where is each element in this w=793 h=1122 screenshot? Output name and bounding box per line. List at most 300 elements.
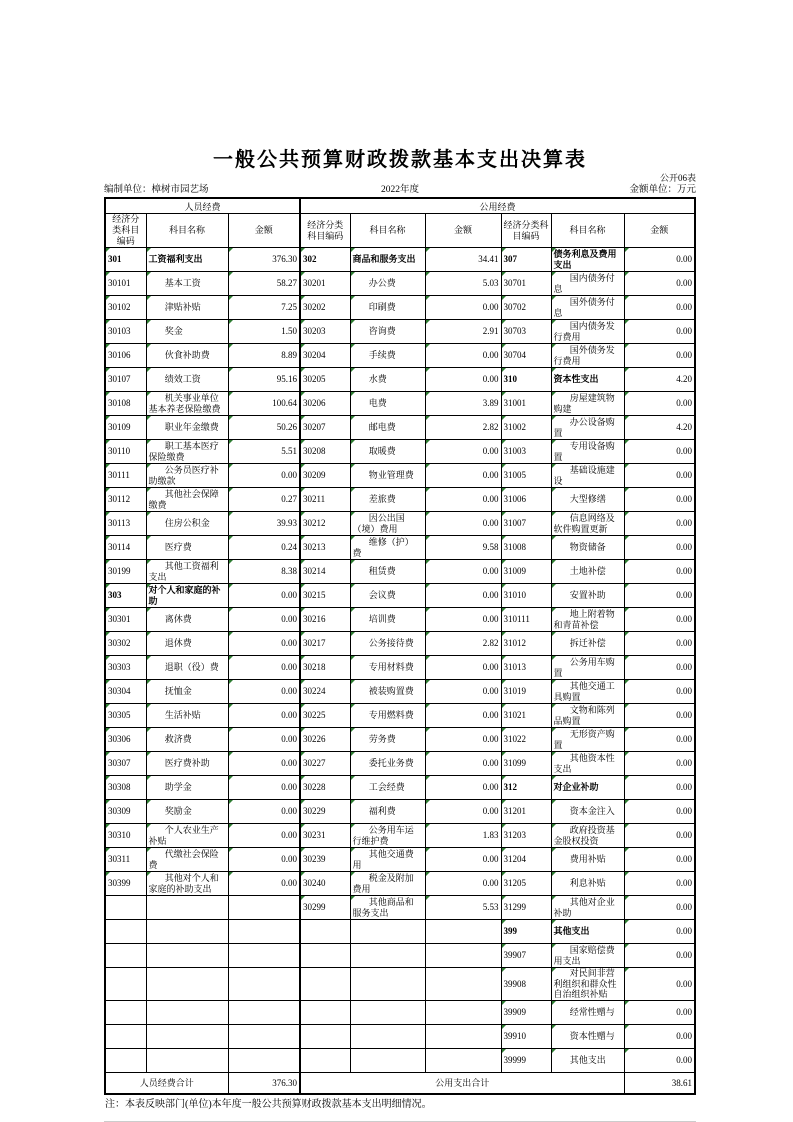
- code-cell: 312: [501, 776, 551, 800]
- table-row: [105, 1000, 695, 1024]
- code-cell: 39908: [501, 968, 551, 1001]
- subject-name-cell: 奖励金: [146, 800, 228, 824]
- code-cell: 30305: [105, 704, 146, 728]
- column-header: 金额: [425, 214, 501, 248]
- group-header-row: [105, 198, 695, 214]
- code-cell: 30113: [105, 512, 146, 536]
- code-cell: 31299: [501, 896, 551, 920]
- code-cell: 30201: [300, 272, 350, 296]
- amount-cell: 0.00: [624, 776, 695, 800]
- amount-cell: 2.82: [425, 632, 501, 656]
- amount-cell: 0.00: [624, 1000, 695, 1024]
- subject-name-cell: 其他支出: [551, 1048, 624, 1072]
- public-total-label: 公用支出合计: [300, 1072, 624, 1094]
- table-row: [105, 968, 695, 1001]
- subject-name-cell: 培训费: [350, 608, 425, 632]
- table-row: [105, 728, 695, 752]
- code-cell: 30205: [300, 368, 350, 392]
- amount-cell: [425, 1000, 501, 1024]
- amount-cell: 376.30: [228, 248, 300, 272]
- subject-name-cell: 住房公积金: [146, 512, 228, 536]
- code-cell: 30209: [300, 464, 350, 488]
- subject-name-cell: [350, 944, 425, 968]
- amount-cell: 8.38: [228, 560, 300, 584]
- subject-name-cell: 其他对个人和家庭的补助支出: [146, 872, 228, 896]
- amount-cell: 0.00: [624, 536, 695, 560]
- amount-cell: 0.00: [624, 728, 695, 752]
- table-row: [105, 416, 695, 440]
- code-cell: 30304: [105, 680, 146, 704]
- table-row: [105, 656, 695, 680]
- amount-cell: 0.00: [425, 800, 501, 824]
- fiscal-year: 2022年度: [380, 185, 419, 195]
- amount-cell: 0.00: [228, 656, 300, 680]
- amount-cell: 0.00: [425, 368, 501, 392]
- page-title: 一般公共预算财政拨款基本支出决算表: [213, 149, 587, 171]
- subject-name-cell: 医疗费: [146, 536, 228, 560]
- code-cell: 30110: [105, 440, 146, 464]
- subject-name-cell: 退休费: [146, 632, 228, 656]
- code-cell: [105, 1048, 146, 1072]
- code-cell: [300, 1000, 350, 1024]
- subject-name-cell: 安置补助: [551, 584, 624, 608]
- amount-cell: 0.24: [228, 536, 300, 560]
- subject-name-cell: 咨询费: [350, 320, 425, 344]
- code-cell: 30301: [105, 608, 146, 632]
- subject-name-cell: 公务用车购置: [551, 656, 624, 680]
- subject-name-cell: 国内债务发行费用: [551, 320, 624, 344]
- amount-cell: [228, 1048, 300, 1072]
- column-header: 金额: [228, 214, 300, 248]
- code-cell: 30225: [300, 704, 350, 728]
- amount-cell: 1.83: [425, 824, 501, 848]
- subject-name-cell: 专用燃料费: [350, 704, 425, 728]
- column-header: 金额: [624, 214, 695, 248]
- subject-name-cell: 其他商品和服务支出: [350, 896, 425, 920]
- amount-cell: 34.41: [425, 248, 501, 272]
- subject-name-cell: 无形资产购置: [551, 728, 624, 752]
- column-header: 科目名称: [350, 214, 425, 248]
- code-cell: 30106: [105, 344, 146, 368]
- column-header: 经济分类科目编码: [300, 214, 350, 248]
- amount-cell: 0.00: [425, 704, 501, 728]
- amount-cell: 0.00: [624, 488, 695, 512]
- subject-name-cell: 因公出国（境）费用: [350, 512, 425, 536]
- subject-name-cell: 费用补贴: [551, 848, 624, 872]
- amount-cell: 0.00: [624, 872, 695, 896]
- personnel-total-amount: 376.30: [228, 1072, 300, 1094]
- subject-name-cell: 专用材料费: [350, 656, 425, 680]
- table-row: [105, 1024, 695, 1048]
- amount-cell: 0.00: [624, 296, 695, 320]
- table-row: [105, 680, 695, 704]
- subject-name-cell: 物业管理费: [350, 464, 425, 488]
- code-cell: 30306: [105, 728, 146, 752]
- subject-name-cell: 工会经费: [350, 776, 425, 800]
- subject-name-cell: 其他交通费用: [350, 848, 425, 872]
- amount-cell: 0.00: [624, 440, 695, 464]
- subject-name-cell: [146, 1000, 228, 1024]
- code-cell: 39909: [501, 1000, 551, 1024]
- code-cell: 31008: [501, 536, 551, 560]
- amount-cell: 0.00: [624, 632, 695, 656]
- code-cell: 30231: [300, 824, 350, 848]
- amount-cell: 0.00: [425, 488, 501, 512]
- table-row: [105, 704, 695, 728]
- subject-name-cell: 土地补偿: [551, 560, 624, 584]
- subject-name-cell: [146, 896, 228, 920]
- subject-name-cell: 邮电费: [350, 416, 425, 440]
- code-cell: 30704: [501, 344, 551, 368]
- subject-name-cell: 资本性支出: [551, 368, 624, 392]
- amount-cell: 0.00: [624, 704, 695, 728]
- amount-cell: 2.82: [425, 416, 501, 440]
- code-cell: 30213: [300, 536, 350, 560]
- amount-cell: 0.00: [624, 680, 695, 704]
- subject-name-cell: 国外债务付息: [551, 296, 624, 320]
- subject-name-cell: [350, 1024, 425, 1048]
- subject-name-cell: 伙食补助费: [146, 344, 228, 368]
- subject-name-cell: 个人农业生产补贴: [146, 824, 228, 848]
- subject-name-cell: [146, 1048, 228, 1072]
- subject-name-cell: 资本性赠与: [551, 1024, 624, 1048]
- personnel-total-label: 人员经费合计: [105, 1072, 228, 1094]
- subject-name-cell: 公务员医疗补助缴款: [146, 464, 228, 488]
- table-row: [105, 560, 695, 584]
- table-row: [105, 872, 695, 896]
- amount-cell: [425, 968, 501, 1001]
- totals-row: [105, 1072, 695, 1094]
- code-cell: 30703: [501, 320, 551, 344]
- subject-name-cell: 其他支出: [551, 920, 624, 944]
- amount-cell: 0.00: [425, 440, 501, 464]
- code-cell: 30103: [105, 320, 146, 344]
- code-cell: 31009: [501, 560, 551, 584]
- subject-name-cell: 经常性赠与: [551, 1000, 624, 1024]
- code-cell: 30240: [300, 872, 350, 896]
- amount-cell: 0.00: [425, 680, 501, 704]
- amount-cell: 39.93: [228, 512, 300, 536]
- code-cell: 30112: [105, 488, 146, 512]
- code-cell: 31003: [501, 440, 551, 464]
- code-cell: 30108: [105, 392, 146, 416]
- code-cell: 30227: [300, 752, 350, 776]
- subject-name-cell: 政府投资基金股权投资: [551, 824, 624, 848]
- column-header-row: [105, 214, 695, 248]
- table-row: [105, 608, 695, 632]
- subject-name-cell: 救济费: [146, 728, 228, 752]
- subject-name-cell: [350, 1048, 425, 1072]
- table-row: [105, 848, 695, 872]
- subject-name-cell: 国家赔偿费用支出: [551, 944, 624, 968]
- amount-cell: 9.58: [425, 536, 501, 560]
- amount-cell: 5.53: [425, 896, 501, 920]
- code-cell: [300, 920, 350, 944]
- group-header-public: 公用经费: [300, 198, 695, 214]
- subject-name-cell: 基础设施建设: [551, 464, 624, 488]
- subject-name-cell: 生活补贴: [146, 704, 228, 728]
- subject-name-cell: 委托业务费: [350, 752, 425, 776]
- subject-name-cell: 信息网络及软件购置更新: [551, 512, 624, 536]
- amount-cell: 0.00: [624, 1048, 695, 1072]
- subject-name-cell: 津贴补贴: [146, 296, 228, 320]
- amount-cell: 0.00: [425, 296, 501, 320]
- table-row: [105, 392, 695, 416]
- code-cell: 30702: [501, 296, 551, 320]
- code-cell: 30224: [300, 680, 350, 704]
- subject-name-cell: 绩效工资: [146, 368, 228, 392]
- code-cell: 31204: [501, 848, 551, 872]
- code-cell: [105, 896, 146, 920]
- table-row: [105, 320, 695, 344]
- amount-cell: 5.03: [425, 272, 501, 296]
- amount-cell: 0.00: [624, 1024, 695, 1048]
- amount-unit: 金额单位：万元: [629, 185, 696, 195]
- subject-name-cell: 对民间非营利组织和群众性自治组织补贴: [551, 968, 624, 1001]
- amount-cell: 0.00: [624, 968, 695, 1001]
- code-cell: 30204: [300, 344, 350, 368]
- code-cell: 30203: [300, 320, 350, 344]
- code-cell: 31021: [501, 704, 551, 728]
- code-cell: 31019: [501, 680, 551, 704]
- code-cell: 30114: [105, 536, 146, 560]
- subject-name-cell: 抚恤金: [146, 680, 228, 704]
- code-cell: 30308: [105, 776, 146, 800]
- meta-row: [104, 184, 696, 197]
- table-row: [105, 464, 695, 488]
- code-cell: 30208: [300, 440, 350, 464]
- amount-cell: 0.00: [228, 584, 300, 608]
- amount-cell: 0.00: [425, 848, 501, 872]
- subject-name-cell: 大型修缮: [551, 488, 624, 512]
- code-cell: 30399: [105, 872, 146, 896]
- subject-name-cell: 电费: [350, 392, 425, 416]
- subject-name-cell: 国外债务发行费用: [551, 344, 624, 368]
- amount-cell: 100.64: [228, 392, 300, 416]
- code-cell: 302: [300, 248, 350, 272]
- amount-cell: 0.00: [624, 512, 695, 536]
- subject-name-cell: 奖金: [146, 320, 228, 344]
- code-cell: [105, 920, 146, 944]
- subject-name-cell: 国内债务付息: [551, 272, 624, 296]
- table-row: [105, 896, 695, 920]
- amount-cell: 0.00: [624, 848, 695, 872]
- table-row: [105, 368, 695, 392]
- code-cell: 31006: [501, 488, 551, 512]
- code-cell: 30307: [105, 752, 146, 776]
- code-cell: 30309: [105, 800, 146, 824]
- code-cell: 30102: [105, 296, 146, 320]
- code-cell: [300, 968, 350, 1001]
- subject-name-cell: 劳务费: [350, 728, 425, 752]
- code-cell: 30212: [300, 512, 350, 536]
- subject-name-cell: [146, 1024, 228, 1048]
- amount-cell: 5.51: [228, 440, 300, 464]
- code-cell: 30229: [300, 800, 350, 824]
- subject-name-cell: 其他交通工具购置: [551, 680, 624, 704]
- amount-cell: 50.26: [228, 416, 300, 440]
- subject-name-cell: 福利费: [350, 800, 425, 824]
- table-row: [105, 296, 695, 320]
- subject-name-cell: 医疗费补助: [146, 752, 228, 776]
- subject-name-cell: 工资福利支出: [146, 248, 228, 272]
- amount-cell: 2.91: [425, 320, 501, 344]
- code-cell: 30215: [300, 584, 350, 608]
- column-header: 经济分类科目编码: [105, 214, 146, 248]
- subject-name-cell: 利息补贴: [551, 872, 624, 896]
- amount-cell: 0.00: [228, 464, 300, 488]
- code-cell: 31012: [501, 632, 551, 656]
- table-row: [105, 272, 695, 296]
- subject-name-cell: 办公费: [350, 272, 425, 296]
- amount-cell: 0.00: [228, 872, 300, 896]
- amount-cell: 0.00: [425, 872, 501, 896]
- code-cell: 39999: [501, 1048, 551, 1072]
- code-cell: 30310: [105, 824, 146, 848]
- amount-cell: 0.00: [228, 680, 300, 704]
- table-row: [105, 944, 695, 968]
- subject-name-cell: 其他社会保障缴费: [146, 488, 228, 512]
- code-cell: 30107: [105, 368, 146, 392]
- subject-name-cell: 离休费: [146, 608, 228, 632]
- amount-cell: 0.00: [228, 848, 300, 872]
- code-cell: 30101: [105, 272, 146, 296]
- amount-cell: 0.00: [425, 344, 501, 368]
- amount-cell: 0.00: [624, 920, 695, 944]
- amount-cell: 0.00: [624, 824, 695, 848]
- subject-name-cell: 公务用车运行维护费: [350, 824, 425, 848]
- amount-cell: 0.00: [624, 584, 695, 608]
- code-cell: [105, 1024, 146, 1048]
- form-code: 公开06表: [659, 173, 696, 183]
- amount-cell: 0.00: [228, 704, 300, 728]
- code-cell: 30207: [300, 416, 350, 440]
- code-cell: 30299: [300, 896, 350, 920]
- code-cell: 30111: [105, 464, 146, 488]
- subject-name-cell: [350, 1000, 425, 1024]
- amount-cell: 3.89: [425, 392, 501, 416]
- code-cell: 31001: [501, 392, 551, 416]
- code-cell: [105, 968, 146, 1001]
- subject-name-cell: 物资储备: [551, 536, 624, 560]
- subject-name-cell: 其他对企业补助: [551, 896, 624, 920]
- subject-name-cell: 会议费: [350, 584, 425, 608]
- amount-cell: 0.00: [425, 464, 501, 488]
- subject-name-cell: 公务接待费: [350, 632, 425, 656]
- code-cell: 31099: [501, 752, 551, 776]
- subject-name-cell: [146, 968, 228, 1001]
- subject-name-cell: 差旅费: [350, 488, 425, 512]
- amount-cell: 0.00: [624, 320, 695, 344]
- code-cell: 30226: [300, 728, 350, 752]
- subject-name-cell: 被装购置费: [350, 680, 425, 704]
- subject-name-cell: [350, 968, 425, 1001]
- code-cell: 30218: [300, 656, 350, 680]
- table-row: [105, 632, 695, 656]
- amount-cell: 0.00: [624, 944, 695, 968]
- subject-name-cell: [146, 944, 228, 968]
- amount-cell: 0.00: [624, 464, 695, 488]
- table-row: [105, 440, 695, 464]
- amount-cell: 0.00: [624, 656, 695, 680]
- code-cell: 30303: [105, 656, 146, 680]
- amount-cell: 0.00: [624, 608, 695, 632]
- amount-cell: 0.00: [228, 728, 300, 752]
- public-total-amount: 38.61: [624, 1072, 695, 1094]
- code-cell: 399: [501, 920, 551, 944]
- amount-cell: [425, 920, 501, 944]
- code-cell: 30239: [300, 848, 350, 872]
- amount-cell: [228, 944, 300, 968]
- table-row: [105, 536, 695, 560]
- amount-cell: 4.20: [624, 368, 695, 392]
- expenditure-table: [104, 197, 696, 1095]
- amount-cell: 0.00: [624, 248, 695, 272]
- table-row: [105, 824, 695, 848]
- code-cell: [105, 944, 146, 968]
- code-cell: 31010: [501, 584, 551, 608]
- subject-name-cell: 债务利息及费用支出: [551, 248, 624, 272]
- subject-name-cell: [146, 920, 228, 944]
- amount-cell: 0.00: [624, 272, 695, 296]
- amount-cell: 7.25: [228, 296, 300, 320]
- subject-name-cell: [350, 920, 425, 944]
- subject-name-cell: 手续费: [350, 344, 425, 368]
- amount-cell: 0.00: [228, 776, 300, 800]
- subject-name-cell: 资本金注入: [551, 800, 624, 824]
- subject-name-cell: 税金及附加费用: [350, 872, 425, 896]
- subject-name-cell: 基本工资: [146, 272, 228, 296]
- code-cell: 310111: [501, 608, 551, 632]
- code-cell: 30199: [105, 560, 146, 584]
- subject-name-cell: 对企业补助: [551, 776, 624, 800]
- table-row: [105, 344, 695, 368]
- code-cell: 310: [501, 368, 551, 392]
- amount-cell: 0.00: [624, 344, 695, 368]
- subject-name-cell: 机关事业单位基本养老保险缴费: [146, 392, 228, 416]
- amount-cell: 8.89: [228, 344, 300, 368]
- amount-cell: 0.00: [228, 800, 300, 824]
- amount-cell: 0.00: [425, 608, 501, 632]
- table-row: [105, 488, 695, 512]
- subject-name-cell: 助学金: [146, 776, 228, 800]
- subject-name-cell: 代缴社会保险费: [146, 848, 228, 872]
- code-cell: 31013: [501, 656, 551, 680]
- amount-cell: 0.00: [425, 584, 501, 608]
- code-cell: [300, 944, 350, 968]
- code-cell: 39910: [501, 1024, 551, 1048]
- amount-cell: 95.16: [228, 368, 300, 392]
- code-cell: 31203: [501, 824, 551, 848]
- code-cell: [300, 1024, 350, 1048]
- amount-cell: [228, 920, 300, 944]
- code-cell: 30216: [300, 608, 350, 632]
- table-row: [105, 776, 695, 800]
- subject-name-cell: 印刷费: [350, 296, 425, 320]
- code-cell: 30202: [300, 296, 350, 320]
- code-cell: 31201: [501, 800, 551, 824]
- table-row: [105, 920, 695, 944]
- code-cell: 31005: [501, 464, 551, 488]
- subject-name-cell: 维修（护）费: [350, 536, 425, 560]
- subject-name-cell: 商品和服务支出: [350, 248, 425, 272]
- subject-name-cell: 文物和陈列品购置: [551, 704, 624, 728]
- subject-name-cell: 其他工资福利支出: [146, 560, 228, 584]
- amount-cell: [228, 896, 300, 920]
- amount-cell: [228, 968, 300, 1001]
- code-cell: 30206: [300, 392, 350, 416]
- code-cell: 307: [501, 248, 551, 272]
